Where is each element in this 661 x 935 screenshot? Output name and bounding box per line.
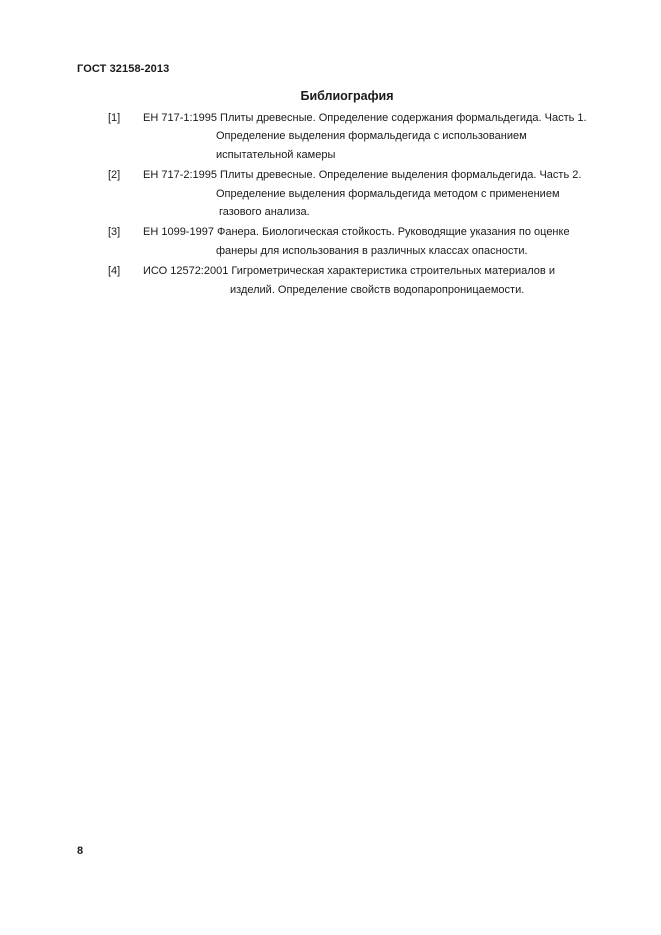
entry-number: [2] <box>108 169 121 181</box>
entry-line: фанеры для использования в различных классах опасности. <box>216 245 528 257</box>
entry-number: [4] <box>108 265 121 277</box>
entry-line: изделий. Определение свойств водопаропроницаемости. <box>230 284 525 296</box>
entry-line: ИСО 12572:2001 Гигрометрическая характеристика строительных материалов и <box>143 265 555 277</box>
entry-line: Определение выделения формальдегида с использованием <box>216 130 527 142</box>
entry-line: испытательной камеры <box>216 149 336 161</box>
entry-line: газового анализа. <box>219 206 310 218</box>
entry-number: [3] <box>108 226 121 238</box>
entry-line: ЕН 717-1:1995 Плиты древесные. Определение содержания формальдегида. Часть 1. <box>143 112 587 124</box>
entry-line: ЕН 1099-1997 Фанера. Биологическая стойкость. Руководящие указания по оценке <box>143 226 570 238</box>
page-number: 8 <box>77 845 84 857</box>
standard-code-header: ГОСТ 32158-2013 <box>77 63 170 75</box>
bibliography-title: Библиография <box>300 89 394 103</box>
entry-line: Определение выделения формальдегида методом с применением <box>216 188 560 200</box>
entry-number: [1] <box>108 112 121 124</box>
entry-line: ЕН 717-2:1995 Плиты древесные. Определение выделения формальдегида. Часть 2. <box>143 169 582 181</box>
